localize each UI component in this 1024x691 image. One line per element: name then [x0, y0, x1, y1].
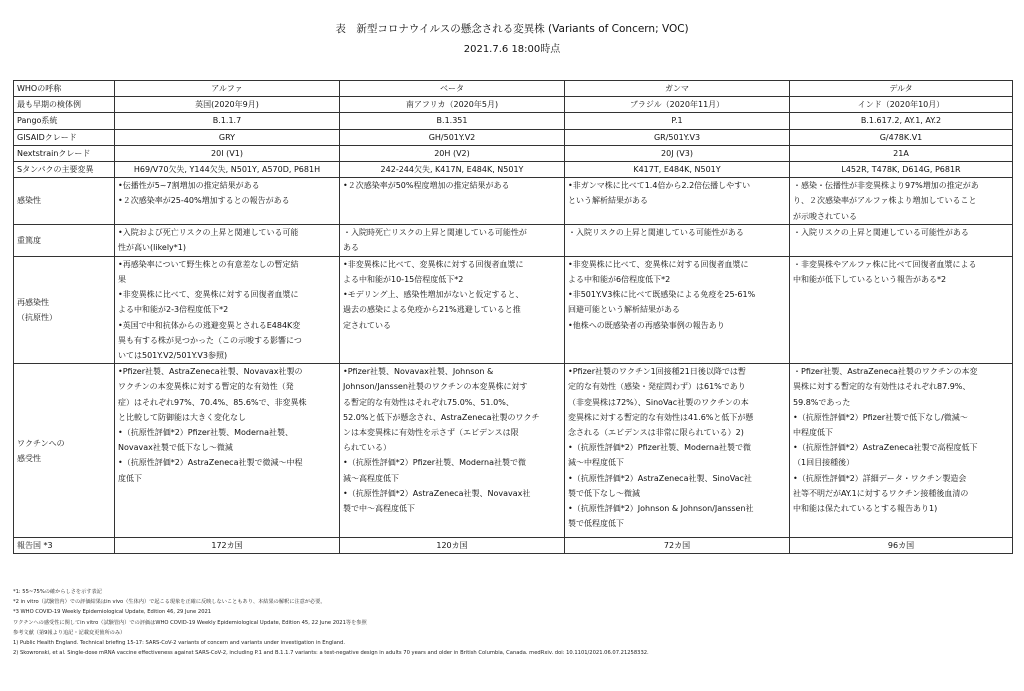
- cell-text-line: ・非変異株やアルファ株に比べて回復者血漿による: [793, 259, 977, 269]
- cell-text-line: •（抗原性評価*2）Johnson & Johnson/Janssen社: [568, 504, 754, 514]
- table-cell: [340, 364, 565, 538]
- cell-text-line: •非変異株に比べて、変異株に対する回復者血漿に: [118, 290, 299, 300]
- table-row: [14, 113, 1013, 129]
- table-cell: G/478K.V1: [790, 129, 1013, 145]
- cell-text-line: •Pfizer社製のワクチン1回接種21日後以降では暫: [568, 367, 746, 377]
- cell-text-line: Johnson/Janssen社製のワクチンの本変異株に対す: [343, 382, 528, 392]
- variant-header-cell: ガンマ: [565, 81, 790, 97]
- table-cell: [565, 256, 790, 363]
- row-label: [14, 364, 115, 538]
- cell-text-line: ・入院リスクの上昇と関連している可能性がある: [793, 227, 969, 237]
- table-cell: GR/501Y.V3: [565, 129, 790, 145]
- table-row: [14, 178, 1013, 225]
- cell-text-line: •非501Y.V3株に比べて既感染による免疫を25-61%: [568, 290, 756, 300]
- table-cell: [565, 224, 790, 256]
- cell-text-line: •入院および死亡リスクの上昇と関連している可能: [118, 227, 299, 237]
- cell-text-line: という解析結果がある: [568, 196, 648, 206]
- table-cell: [565, 364, 790, 538]
- table-cell: [790, 256, 1013, 363]
- row-label: Sタンパクの主要変異: [14, 162, 115, 178]
- row-label: 報告国 *3: [14, 538, 115, 554]
- cell-text-line: が示唆されている: [793, 211, 857, 221]
- cell-text-line: る暫定的な有効性はそれぞれ75.0%、51.0%、: [343, 397, 514, 407]
- cell-text-line: 念される（エビデンスは非常に限られている）2): [568, 428, 744, 438]
- table-row: [14, 97, 1013, 113]
- table-cell: 20I (V1): [115, 145, 340, 161]
- footnote-line: ワクチンへの感受性に関してin vitro（試験管内）での評価はWHO COVID-19 Weekly Epidemiological Update, Edition 45, 22 June 2021等を参照: [13, 619, 367, 626]
- row-label-line: 感染性: [17, 196, 41, 206]
- table-row: [14, 129, 1013, 145]
- table-cell: 南アフリカ（2020年5月): [340, 97, 565, 113]
- row-label: Nextstrainクレード: [14, 145, 115, 161]
- table-cell: [340, 178, 565, 225]
- cell-text-line: •再感染率について野生株との有意差なしの暫定結: [118, 259, 299, 269]
- cell-text-line: ・Pfizer社製、AstraZeneca社製のワクチンの本変: [793, 367, 978, 377]
- cell-text-line: 52.0%と低下が懸念され、AstraZeneca社製のワクチ: [343, 412, 540, 422]
- cell-text-line: （非変異株は72%）、SinoVac社製のワクチンの本: [568, 397, 749, 407]
- row-label: [14, 178, 115, 225]
- cell-text-line: と比較して防御能は大きく変化なし: [118, 412, 246, 422]
- cell-text-line: •Pfizer社製、Novavax社製、Johnson &: [343, 367, 494, 377]
- cell-text-line: 定的な有効性（感染・発症問わず）は61%であり: [568, 382, 746, 392]
- cell-text-line: よる中和能が2-3倍程度低下*2: [118, 305, 229, 315]
- table-cell: 172カ国: [115, 538, 340, 554]
- cell-text-line: •（抗原性評価*2）AstraZeneca社製で微減〜中程: [118, 458, 303, 468]
- cell-text-line: •Pfizer社製、AstraZeneca社製、Novavax社製の: [118, 367, 303, 377]
- table-cell: 20H (V2): [340, 145, 565, 161]
- variant-header-cell: ベータ: [340, 81, 565, 97]
- cell-text-line: •（抗原性評価*2）Pfizer社製、Moderna社製で微: [343, 458, 526, 468]
- table-cell: [115, 364, 340, 538]
- row-label-line: ワクチンへの: [17, 438, 65, 448]
- table-cell: [565, 178, 790, 225]
- cell-text-line: •（抗原性評価*2）AstraZeneca社製、Novavax社: [343, 488, 531, 498]
- cell-text-line: 回避可能という解析結果がある: [568, 305, 680, 315]
- row-label: Pango系統: [14, 113, 115, 129]
- table-cell: 96カ国: [790, 538, 1013, 554]
- table-cell: B.1.351: [340, 113, 565, 129]
- table-cell: B.1.1.7: [115, 113, 340, 129]
- row-label: [14, 256, 115, 363]
- footnote-line: 参考文献（第9報より追記・記載変更箇所のみ）: [13, 629, 126, 636]
- row-label: 最も早期の検体例: [14, 97, 115, 113]
- cell-text-line: 製で低下なし〜微減: [568, 488, 640, 498]
- table-cell: [790, 178, 1013, 225]
- cell-text-line: •モデリング上、感染性増加がないと仮定すると、: [343, 290, 524, 300]
- table-cell: [115, 178, 340, 225]
- row-label: WHOの呼称: [14, 81, 115, 97]
- cell-text-line: 中和能は保たれているとする報告あり1): [793, 504, 938, 514]
- cell-text-line: Novavax社製で低下なし〜微減: [118, 443, 233, 453]
- page-title: 表 新型コロナウイルスの懸念される変異株 (Variants of Concern; VOC): [335, 23, 689, 35]
- table-cell: [340, 256, 565, 363]
- row-label-line: 重篤度: [17, 235, 41, 245]
- cell-text-line: 製で中〜高程度低下: [343, 504, 415, 514]
- table-header-row: [14, 81, 1013, 97]
- cell-text-line: ンは本変異株に有効性を示さず（エビデンスは限: [343, 428, 519, 438]
- cell-text-line: •（抗原性評価*2）AstraZeneca社製、SinoVac社: [568, 473, 752, 483]
- cell-text-line: •（抗原性評価*2）AstraZeneca社製で高程度低下: [793, 443, 978, 453]
- variant-header-cell: デルタ: [790, 81, 1013, 97]
- row-label: GISAIDクレード: [14, 129, 115, 145]
- table-cell: [790, 224, 1013, 256]
- cell-text-line: 中和能が低下しているという報告がある*2: [793, 275, 947, 285]
- footnote-line: 1) Public Health England. Technical briefing 15-17: SARS-CoV-2 variants of concern and variants under investigation in England.: [13, 640, 345, 647]
- cell-text-line: ワクチンの本変異株に対する暫定的な有効性（発: [118, 382, 294, 392]
- cell-text-line: 59.8%であった: [793, 397, 851, 407]
- cell-text-line: 減〜中程度低下: [568, 458, 624, 468]
- table-cell: P.1: [565, 113, 790, 129]
- table-row: [14, 224, 1013, 256]
- table-row: [14, 364, 1013, 538]
- cell-text-line: ・感染・伝播性が非変異株より97%増加の推定があ: [793, 181, 979, 191]
- footnote-line: 2) Skowronski, et al. Single-dose mRNA vaccine effectiveness against SARS-CoV-2, including P.1 and B.1.1.7 variants: a test-negative design in adults 70 years and older in British Columbia, Canada. medRxiv. doi: 10.1101/2021.06.07.21258332.: [13, 650, 649, 657]
- cell-text-line: 定されている: [343, 320, 391, 330]
- cell-text-line: 過去の感染による免疫から21%逃避していると推: [343, 305, 521, 315]
- cell-text-line: ・入院リスクの上昇と関連している可能性がある: [568, 227, 744, 237]
- cell-text-line: よる中和能が6倍程度低下*2: [568, 275, 671, 285]
- cell-text-line: 中程度低下: [793, 428, 833, 438]
- table-cell: GRY: [115, 129, 340, 145]
- cell-text-line: ・入院時死亡リスクの上昇と関連している可能性が: [343, 227, 527, 237]
- table-cell: GH/501Y.V2: [340, 129, 565, 145]
- cell-text-line: •２次感染率が25-40%増加するとの報告がある: [118, 196, 290, 206]
- row-label-line: （抗原性）: [17, 313, 57, 323]
- footnote-line: *3 WHO COVID-19 Weekly Epidemiological Update, Edition 46, 29 June 2021: [13, 609, 212, 616]
- table-row: [14, 145, 1013, 161]
- table-cell: [115, 256, 340, 363]
- cell-text-line: •非変異株に比べて、変異株に対する回復者血漿に: [343, 259, 524, 269]
- row-label: [14, 224, 115, 256]
- cell-text-line: •非変異株に比べて、変異株に対する回復者血漿に: [568, 259, 749, 269]
- table-cell: インド（2020年10月）: [790, 97, 1013, 113]
- cell-text-line: 異株に対する暫定的な有効性はそれぞれ87.9%、: [793, 382, 971, 392]
- cell-text-line: •（抗原性評価*2）Pfizer社製で低下なし/微減〜: [793, 412, 968, 422]
- cell-text-line: •伝播性が5~7割増加の推定結果がある: [118, 181, 260, 191]
- table-cell: 72カ国: [565, 538, 790, 554]
- cell-text-line: られている）: [343, 443, 391, 453]
- table-cell: 120カ国: [340, 538, 565, 554]
- cell-text-line: （1回目接種後）: [793, 458, 855, 468]
- cell-text-line: いては501Y.V2/501Y.V3参照): [118, 351, 228, 361]
- cell-text-line: 異も有する株が見つかった（この示唆する影響につ: [118, 335, 302, 345]
- cell-text-line: 変異株に対する暫定的な有効性は41.6%と低下が懸: [568, 412, 754, 422]
- table-cell: [115, 224, 340, 256]
- cell-text-line: 減〜高程度低下: [343, 473, 399, 483]
- table-cell: K417T, E484K, N501Y: [565, 162, 790, 178]
- cell-text-line: •非ガンマ株に比べて1.4倍から2.2倍伝播しやすい: [568, 181, 751, 191]
- as-of-date: 2021.7.6 18:00時点: [463, 44, 561, 55]
- table-row: [14, 256, 1013, 363]
- row-label-line: 再感染性: [17, 297, 49, 307]
- cell-text-line: •（抗原性評価*2）Pfizer社製、Moderna社製で微: [568, 443, 751, 453]
- cell-text-line: 製で低程度低下: [568, 519, 624, 529]
- table-row: [14, 538, 1013, 554]
- cell-text-line: 社等不明だがAY.1に対するワクチン接種後血清の: [793, 488, 969, 498]
- cell-text-line: り、２次感染率がアルファ株より増加していること: [793, 196, 977, 206]
- voc-table: [13, 80, 1013, 554]
- table-cell: 20J (V3): [565, 145, 790, 161]
- table-cell: H69/V70欠失, Y144欠失, N501Y, A570D, P681H: [115, 162, 340, 178]
- footnote-line: *1: 55~75%の確からしさを示す表記: [13, 589, 102, 595]
- table-cell: [340, 224, 565, 256]
- row-label-line: 感受性: [17, 453, 41, 463]
- cell-text-line: •他株への既感染者の再感染事例の報告あり: [568, 320, 725, 330]
- cell-text-line: よる中和能が10-15倍程度低下*2: [343, 275, 464, 285]
- footnotes: [13, 587, 1013, 658]
- table-cell: [790, 364, 1013, 538]
- cell-text-line: 果: [118, 275, 126, 285]
- table-cell: ブラジル（2020年11月）: [565, 97, 790, 113]
- table-cell: 242-244欠失, K417N, E484K, N501Y: [340, 162, 565, 178]
- cell-text-line: •（抗原性評価*2）詳細データ・ワクチン製造会: [793, 473, 967, 483]
- cell-text-line: 度低下: [118, 473, 142, 483]
- table-cell: L452R, T478K, D614G, P681R: [790, 162, 1013, 178]
- table-cell: 21A: [790, 145, 1013, 161]
- cell-text-line: •（抗原性評価*2）Pfizer社製、Moderna社製、: [118, 428, 293, 438]
- variant-header-cell: アルファ: [115, 81, 340, 97]
- cell-text-line: •２次感染率が50%程度増加の推定結果がある: [343, 181, 510, 191]
- cell-text-line: ある: [343, 243, 359, 253]
- footnote-line: *2 in vitro（試験管内）での評価結果はin vivo（生体内）で起こる現象を正確に反映しないこともあり、本結果の解釈に注意が必要。: [13, 599, 326, 606]
- table-cell: 英国(2020年9月): [115, 97, 340, 113]
- table-row: [14, 162, 1013, 178]
- cell-text-line: 症）はそれぞれ97%、70.4%、85.6%で、非変異株: [118, 397, 307, 407]
- cell-text-line: •英国で中和抗体からの逃避変異とされるE484K変: [118, 320, 301, 330]
- cell-text-line: 性が高い(likely*1): [118, 243, 187, 253]
- table-cell: B.1.617.2, AY.1, AY.2: [790, 113, 1013, 129]
